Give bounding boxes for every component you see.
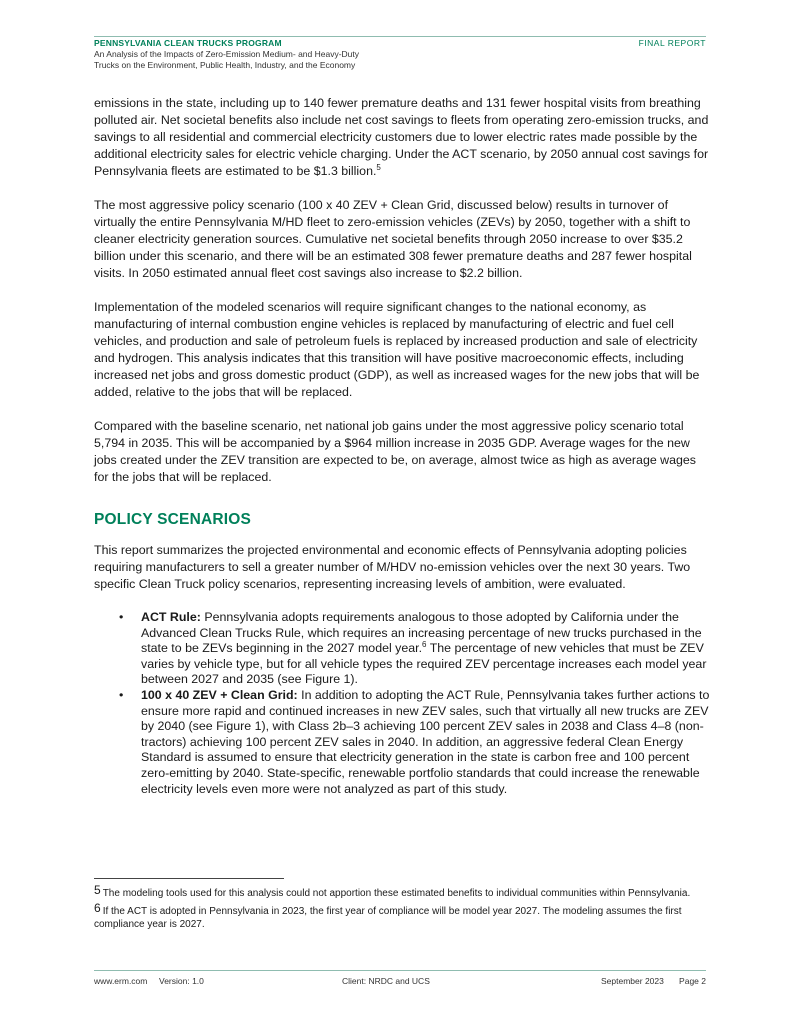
scenario-list	[94, 610, 710, 797]
bullet-glyph: •	[119, 610, 124, 624]
scenario-text: In addition to adopting the ACT Rule, Pennsylvania takes further actions to ensure more rapid and continued increases in new ZEV sales, such that virtually all new trucks are ZEV by 2040 (see Figure 1), with Class 2b–3 achieving 100 percent ZEV sales in 2038 and Class 4–8 (non-tractors) achieving 100 percent ZEV sales in 2040. In addition, an aggressive federal Clean Energy Standard is assumed to ensure that electricity generation in the state is carbon free and 100 percent zero-emitting by 2040. State-specific, renewable portfolio standards that could increase the renewable electricity levels even more were not analyzed as part of this study.	[141, 687, 710, 796]
paragraph-5: This report summarizes the projected environmental and economic effects of Pennsylvania adopting policies requiring manufacturers to sell a greater number of M/HDV no-emission vehicles over the next 30 years. Two specific Clean Truck policy scenarios, representing increasing levels of ambition, were evaluated.	[94, 543, 691, 591]
scenario-term: 100 x 40 ZEV + Clean Grid:	[141, 687, 298, 702]
footnote-divider	[94, 878, 284, 879]
paragraph-1-text: emissions in the state, including up to 140 fewer premature deaths and 131 fewer hospital visits from breathing polluted air. Net societal benefits also include net cost savings to fleets from operating zero-emission trucks, and savings to all residential and commercial electricity customers due to lower electric rates made possible by the additional electricity sales for electric vehicle charging. Under the ACT scenario, by 2050 annual cost savings for Pennsylvania fleets are estimated to be $1.3 billion.	[94, 96, 709, 178]
program-title: PENNSYLVANIA CLEAN TRUCKS PROGRAM	[94, 38, 282, 48]
footnote-ref-6[interactable]: 6	[422, 640, 427, 650]
footnote-number: 5	[94, 883, 101, 897]
page-number: Page 2	[679, 976, 706, 986]
list-item	[119, 687, 710, 797]
list-item	[119, 610, 710, 688]
footnotes	[94, 884, 706, 933]
client-label: Client: NRDC and UCS	[342, 976, 430, 986]
footnote-6	[94, 902, 706, 931]
final-report-label: FINAL REPORT	[638, 38, 706, 48]
scenario-text: Pennsylvania adopts requirements analogous to those adopted by California under the Advanced Clean Trucks Rule, which requires an increasing percentage of new trucks purchased in the state to be ZEVs beginning in the 2027 model year.	[141, 610, 702, 656]
section-heading: POLICY SCENARIOS	[94, 511, 252, 528]
footnote-number: 6	[94, 901, 101, 915]
footnote-ref-5[interactable]: 5	[376, 162, 381, 172]
main-content	[94, 95, 710, 797]
subtitle-line-2: Trucks on the Environment, Public Health, Industry, and the Economy	[94, 60, 356, 70]
version-label: Version: 1.0	[159, 976, 204, 986]
paragraph-3: Implementation of the modeled scenarios will require significant changes to the national economy, as manufacturing of internal combustion engine vehicles is replaced by manufacturing of electric and fuel cell vehicles, and production and sale of petroleum fuels is replaced by increased production and sale of electricity and hydrogen. This analysis indicates that this transition will have positive macroeconomic effects, including increased net jobs and gross domestic product (GDP), as well as increased wages for the new jobs that will be added, relative to the jobs that will be replaced.	[94, 300, 700, 399]
footnote-text: The modeling tools used for this analysis could not apportion these estimated benefits to individual communities within Pennsylvania.	[102, 888, 691, 899]
website-link[interactable]: www.erm.com	[94, 976, 148, 986]
scenario-text-cont: The percentage of new vehicles that must be ZEV varies by vehicle type, but for all vehicle types the required ZEV percentage increases each model year between 2027 and 2035 (see Figure 1).	[141, 641, 707, 687]
bullet-glyph: •	[119, 687, 124, 702]
subtitle-line-1: An Analysis of the Impacts of Zero-Emission Medium- and Heavy-Duty	[94, 49, 360, 59]
date-label: September 2023	[601, 976, 664, 986]
footnote-5	[94, 884, 706, 900]
footer-rule	[94, 970, 706, 971]
page-header	[94, 38, 706, 71]
header-rule	[94, 36, 706, 37]
footnote-text: If the ACT is adopted in Pennsylvania in 2023, the first year of compliance will be model year 2027. The modeling assumes the first compliance year is 2027.	[94, 906, 682, 930]
paragraph-4: Compared with the baseline scenario, net national job gains under the most aggressive policy scenario total 5,794 in 2035. This will be accompanied by a $964 million increase in 2035 GDP. Average wages for the new jobs created under the ZEV transition are expected to be, on average, almost twice as high as average wages for the jobs that will be replaced.	[94, 419, 696, 484]
paragraph-1	[94, 95, 710, 180]
report-subtitle	[94, 49, 706, 71]
paragraph-2: The most aggressive policy scenario (100 x 40 ZEV + Clean Grid, discussed below) results in turnover of virtually the entire Pennsylvania M/HD fleet to zero-emission vehicles (ZEVs) by 2050, together with a shift to cleaner electricity generation sources. Cumulative net societal benefits through 2050 increase to over $35.2 billion under this scenario, and there will be an estimated 308 fewer premature deaths and 287 fewer hospital visits. In 2050 estimated annual fleet cost savings also increase to $2.2 billion.	[94, 198, 692, 280]
scenario-term: ACT Rule:	[141, 610, 201, 624]
